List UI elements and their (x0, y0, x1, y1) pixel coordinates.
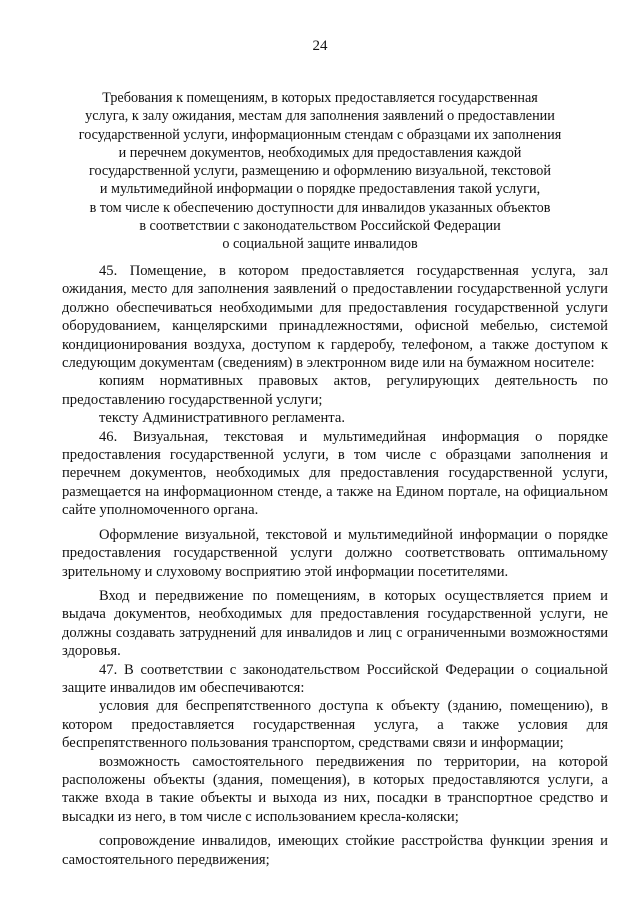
paragraph-46: 46. Визуальная, текстовая и мультимедийная информация о порядке предоставления государственной услуги, в том числе с образцами заполнения и перечнем документов, необходимых для предоставления государственной услуги, размещается на информационном стенде, а также на Едином портале, на официальном сайте уполномоченного органа. (62, 428, 608, 519)
paragraph-45: 45. Помещение, в котором предоставляется государственная услуга, зал ожидания, место для заполнения заявлений о предоставлении государственной услуги должно обеспечиваться необходимыми для предоставления государственной услуги оборудованием, канцелярскими принадлежностями, офисной мебелью, системой кондиционирования воздуха, доступом к гардеробу, телефоном, а также доступом к следующим документам (сведениям) в электронном виде или на бумажном носителе: (62, 263, 608, 372)
heading-line: Требования к помещениям, в которых предоставляется государственная (102, 90, 538, 106)
heading-line: государственной услуги, информационным стендам с образцами их заполнения (78, 126, 562, 143)
heading-line: в том числе к обеспечению доступности для инвалидов указанных объектов (89, 199, 551, 216)
body-text (62, 262, 608, 869)
heading-line: и перечнем документов, необходимых для предоставления каждой (118, 144, 522, 161)
paragraph-47: 47. В соответствии с законодательством Российской Федерации о социальной защите инвалидов им обеспечиваются: (62, 661, 608, 696)
heading-line: в соответствии с законодательством Российской Федерации (139, 218, 501, 235)
paragraph-regulation-text: тексту Административного регламента. (99, 410, 345, 427)
section-heading (60, 89, 580, 254)
heading-line: и мультимедийной информации о порядке предоставления такой услуги, (99, 181, 541, 198)
paragraph-information-design: Оформление визуальной, текстовой и мультимедийной информации о порядке предоставления государственной услуги должно соответствовать оптимальному зрительному и слуховому восприятию этой информации посетителями. (62, 526, 608, 580)
paragraph-entrance: Вход и передвижение по помещениям, в которых осуществляется прием и выдача документов, необходимых для предоставления государственной услуги, не должны создавать затруднений для инвалидов и лиц с ограниченными возможностями здоровья. (62, 587, 608, 660)
heading-line: государственной услуги, размещению и оформлению визуальной, текстовой (88, 163, 551, 180)
paragraph-copies: копиям нормативных правовых актов, регулирующих деятельность по предоставлению государственной услуги; (62, 373, 608, 408)
heading-line: о социальной защите инвалидов (222, 236, 418, 253)
paragraph-escort: сопровождение инвалидов, имеющих стойкие расстройства функции зрения и самостоятельного передвижения; (62, 833, 608, 868)
heading-line: услуга, к залу ожидания, местам для заполнения заявлений о предоставлении (85, 108, 555, 125)
paragraph-access-conditions: условия для беспрепятственного доступа к объекту (зданию, помещению), в котором предоставляется государственная услуга, а также условия для беспрепятственного пользования транспортом, средствами связи и информации; (62, 698, 608, 752)
page-number: 24 (312, 38, 328, 54)
paragraph-movement: возможность самостоятельного передвижения по территории, на которой расположены объекты (здания, помещения), в которых предоставляются услуги, а также входа в такие объекты и выхода из них, посадки в транспортное средство и высадки из него, в том числе с использованием кресла-коляски; (62, 753, 608, 825)
